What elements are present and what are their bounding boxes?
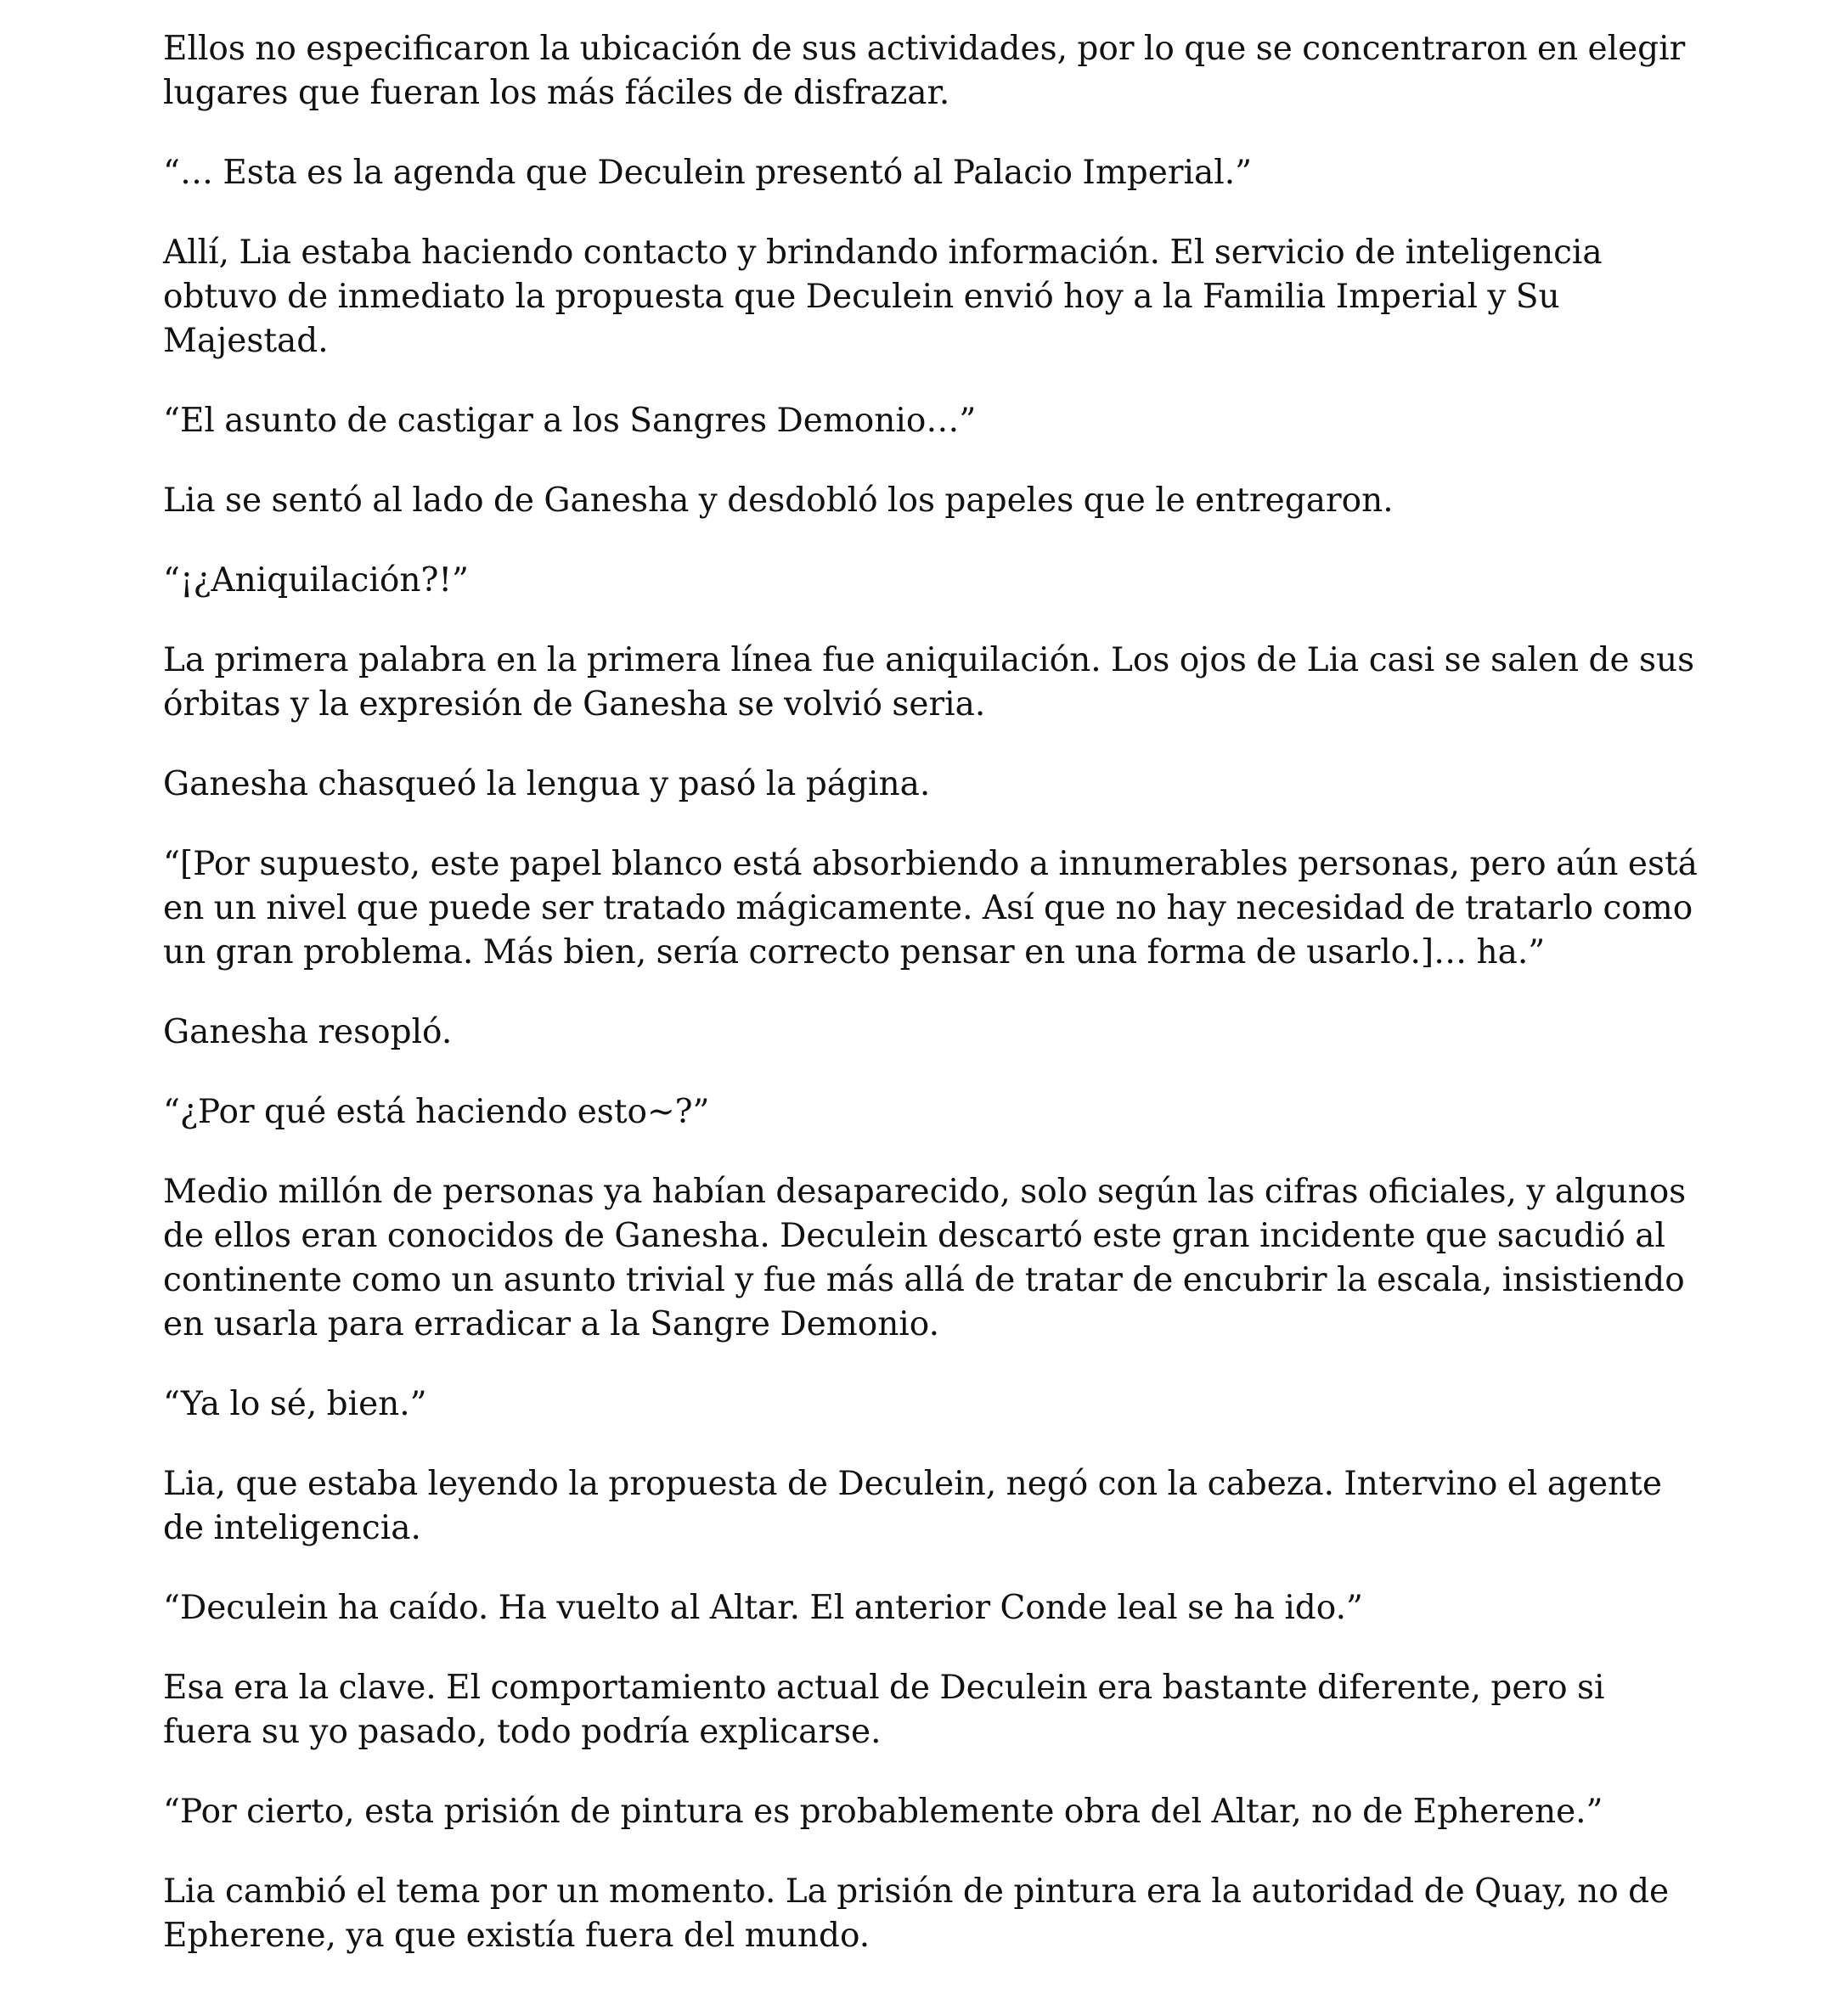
paragraph-11: “¿Por qué está haciendo esto~?” <box>163 1093 710 1131</box>
paragraph-5: Lia se sentó al lado de Ganesha y desdobló los papeles que le entregaron. <box>163 481 1394 520</box>
paragraph-15: “Deculein ha caído. Ha vuelto al Altar. El anterior Conde leal se ha ido.” <box>163 1589 1363 1627</box>
paragraph-8: Ganesha chasqueó la lengua y pasó la página. <box>163 765 931 803</box>
paragraph-12: Medio millón de personas ya habían desaparecido, solo según las cifras oficiales, y algunos de ellos eran conocidos de Ganesha. Deculein descartó este gran incidente que sacudió al continente como un asunto trivial y fue más allá de tratar de encubrir la escala, insistiendo en usarla para erradicar a la Sangre Demonio. <box>163 1173 1687 1343</box>
paragraph-9: “[Por supuesto, este papel blanco está absorbiendo a innumerables personas, pero aún está en un nivel que puede ser tratado mágicamente. Así que no hay necesidad de tratarlo como un gran problema. Más bien, sería correcto pensar en una forma de usarlo.]… ha.” <box>163 845 1698 971</box>
paragraph-3: Allí, Lia estaba haciendo contacto y brindando información. El servicio de inteligencia obtuvo de inmediato la propuesta que Deculein envió hoy a la Familia Imperial y Su Majestad. <box>163 234 1603 360</box>
paragraph-18: Lia cambió el tema por un momento. La prisión de pintura era la autoridad de Quay, no de Epherene, ya que existía fuera del mundo. <box>163 1872 1670 1955</box>
paragraph-13: “Ya lo sé, bien.” <box>163 1385 427 1423</box>
paragraph-17: “Por cierto, esta prisión de pintura es probablemente obra del Altar, no de Epherene.” <box>163 1793 1603 1831</box>
paragraph-16: Esa era la clave. El comportamiento actual de Deculein era bastante diferente, pero si fuera su yo pasado, todo podría explicarse. <box>163 1669 1605 1751</box>
paragraph-14: Lia, que estaba leyendo la propuesta de Deculein, negó con la cabeza. Intervino el agente de inteligencia. <box>163 1465 1662 1547</box>
paragraph-2: “… Esta es la agenda que Deculein presentó al Palacio Imperial.” <box>163 154 1253 192</box>
paragraph-6: “¡¿Aniquilación?!” <box>163 561 469 600</box>
paragraph-4: “El asunto de castigar a los Sangres Demonio…” <box>163 402 977 440</box>
paragraph-7: La primera palabra en la primera línea fue aniquilación. Los ojos de Lia casi se salen de sus órbitas y la expresión de Ganesha se volvió seria. <box>163 641 1695 724</box>
paragraph-10: Ganesha resopló. <box>163 1013 453 1051</box>
document-page <box>163 27 1700 1994</box>
paragraph-1: Ellos no especificaron la ubicación de sus actividades, por lo que se concentraron en elegir lugares que fueran los más fáciles de disfrazar. <box>163 30 1686 112</box>
